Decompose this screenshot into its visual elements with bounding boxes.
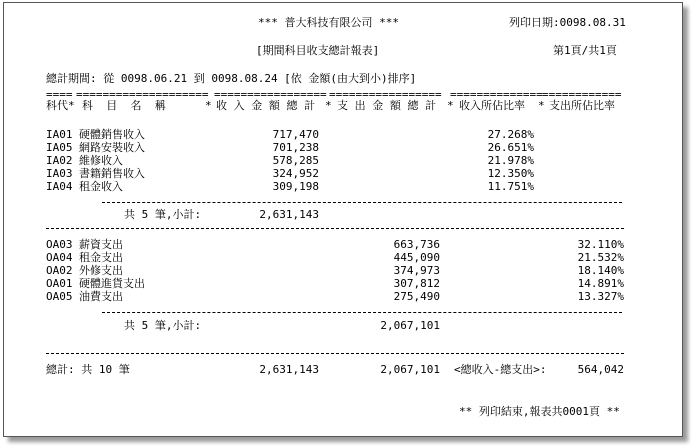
- income-amount: 324,952: [272, 167, 319, 180]
- net-amount: 564,042: [577, 363, 624, 376]
- income-divider: [102, 202, 622, 203]
- expense-divider: [102, 312, 622, 313]
- header-star-2: *: [325, 99, 332, 112]
- rule-name: ====================: [76, 88, 209, 101]
- company-title: *** 普大科技有限公司 ***: [258, 16, 399, 29]
- net-label: <總收入-總支出>:: [454, 363, 547, 376]
- header-name: 科 目 名 稱: [82, 99, 166, 112]
- section-divider: [46, 228, 624, 229]
- rule-income-ratio: ==============: [450, 88, 543, 101]
- account-name: 油費支出: [79, 290, 123, 303]
- expense-ratio: 21.532%: [577, 251, 624, 264]
- header-star-1: *: [205, 99, 212, 112]
- income-ratio: 12.350%: [487, 167, 534, 180]
- print-date: 列印日期:0098.08.31: [509, 16, 626, 29]
- account-name: 租金支出: [79, 251, 123, 264]
- account-code: OA02: [46, 264, 73, 277]
- account-code: OA01: [46, 277, 73, 290]
- expense-amount: 374,973: [393, 264, 440, 277]
- expense-subtotal-label: 共 5 筆,小計:: [124, 319, 202, 332]
- report-page: [3, 2, 683, 437]
- expense-amount: 275,490: [393, 290, 440, 303]
- expense-amount: 445,090: [393, 251, 440, 264]
- expense-amount: 663,736: [393, 238, 440, 251]
- income-ratio: 21.978%: [487, 154, 534, 167]
- account-name: 租金收入: [79, 180, 123, 193]
- account-code: OA04: [46, 251, 73, 264]
- income-ratio: 11.751%: [487, 180, 534, 193]
- account-code: IA03: [46, 167, 73, 180]
- header-star-4: *: [538, 99, 545, 112]
- account-name: 薪資支出: [79, 238, 123, 251]
- account-name: 硬體銷售收入: [79, 128, 145, 141]
- period-line: 總計期間: 從 0098.06.21 到 0098.08.24 [依 金額(由大到小)排序]: [46, 72, 417, 85]
- account-code: IA04: [46, 180, 73, 193]
- account-code: OA03: [46, 238, 73, 251]
- header-income: 收 入 金 額 總 計: [216, 99, 316, 112]
- expense-ratio: 18.140%: [577, 264, 624, 277]
- income-amount: 701,238: [272, 141, 319, 154]
- total-divider: [46, 353, 624, 354]
- income-ratio: 27.268%: [487, 128, 534, 141]
- rule-code: ====: [46, 88, 73, 101]
- rule-expense-ratio: ============: [542, 88, 622, 101]
- income-subtotal-amount: 2,631,143: [259, 208, 319, 221]
- account-name: 外修支出: [79, 264, 123, 277]
- header-star-3: *: [447, 99, 454, 112]
- page-info: 第1頁/共1頁: [553, 44, 617, 57]
- income-amount: 309,198: [272, 180, 319, 193]
- report-name: [期間科目收支總計報表]: [256, 44, 380, 57]
- account-code: IA02: [46, 154, 73, 167]
- total-income: 2,631,143: [259, 363, 319, 376]
- report-footer: ** 列印結束,報表共0001頁 **: [459, 405, 620, 418]
- account-name: 網路安裝收入: [79, 141, 145, 154]
- rule-expense: =================: [329, 88, 442, 101]
- income-amount: 717,470: [272, 128, 319, 141]
- expense-ratio: 13.327%: [577, 290, 624, 303]
- header-expense-ratio: 支出所佔比率: [549, 99, 615, 112]
- income-ratio: 26.651%: [487, 141, 534, 154]
- total-label: 總計: 共 10 筆: [46, 363, 130, 376]
- header-code: 科代*: [46, 99, 75, 112]
- account-code: IA01: [46, 128, 73, 141]
- account-name: 硬體進貨支出: [79, 277, 145, 290]
- account-name: 書籍銷售收入: [79, 167, 145, 180]
- header-income-ratio: 收入所佔比率: [459, 99, 525, 112]
- header-expense: 支 出 金 額 總 計: [337, 99, 437, 112]
- account-name: 維修收入: [79, 154, 123, 167]
- expense-ratio: 14.891%: [577, 277, 624, 290]
- account-code: IA05: [46, 141, 73, 154]
- expense-ratio: 32.110%: [577, 238, 624, 251]
- expense-amount: 307,812: [393, 277, 440, 290]
- income-amount: 578,285: [272, 154, 319, 167]
- rule-income: =================: [214, 88, 327, 101]
- total-expense: 2,067,101: [380, 363, 440, 376]
- account-code: OA05: [46, 290, 73, 303]
- income-subtotal-label: 共 5 筆,小計:: [124, 208, 202, 221]
- expense-subtotal-amount: 2,067,101: [380, 319, 440, 332]
